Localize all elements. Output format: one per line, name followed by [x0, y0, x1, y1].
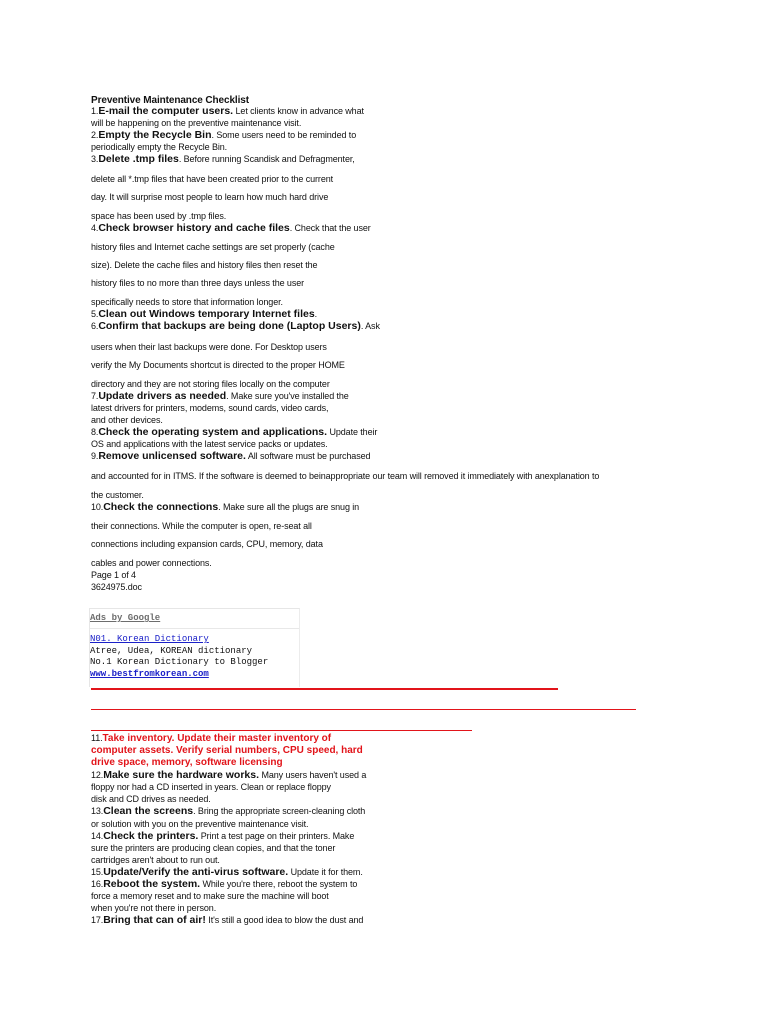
- checklist-line: [91, 770, 366, 781]
- item-number: 10.: [91, 502, 104, 512]
- checklist-line: [91, 915, 363, 926]
- item-text: periodically empty the Recycle Bin.: [91, 142, 228, 152]
- item-number: 1.: [91, 106, 99, 116]
- item-heading: Update drivers as needed: [98, 390, 227, 402]
- checklist-line: [91, 502, 359, 513]
- item-number: 15.: [91, 867, 104, 877]
- item-heading: Remove unlicensed software.: [98, 450, 246, 462]
- item-text: . Some users need to be reminded to: [211, 130, 357, 140]
- checklist-line: [91, 733, 331, 744]
- checklist-line: [91, 154, 355, 165]
- item-heading: Delete .tmp files: [98, 153, 179, 165]
- checklist-line: [91, 223, 371, 234]
- item-text: . Ask: [360, 321, 380, 331]
- document-title: Preventive Maintenance Checklist: [91, 95, 249, 106]
- item-number: 11.: [91, 733, 103, 743]
- checklist-line: [91, 321, 380, 332]
- item-heading: Confirm that backups are being done (Laptop Users): [98, 320, 361, 332]
- checklist-line: [91, 403, 328, 414]
- checklist-line: [91, 855, 220, 866]
- item-number: 4.: [91, 223, 99, 233]
- red-divider-2: [91, 709, 636, 710]
- ad-title-link[interactable]: N01. Korean Dictionary: [90, 634, 209, 644]
- checklist-line: [91, 211, 226, 222]
- item-number: 5.: [91, 309, 99, 319]
- checklist-line: [91, 192, 328, 203]
- item-text: All software must be purchased: [245, 451, 371, 461]
- item-text: Many users haven't used a: [259, 770, 367, 780]
- item-text: disk and CD drives as needed.: [91, 794, 211, 804]
- checklist-line: [91, 118, 301, 129]
- item-text: 3624975.doc: [91, 582, 142, 592]
- checklist-line: [91, 521, 312, 532]
- item-heading: Reboot the system.: [103, 878, 201, 890]
- checklist-line: [91, 142, 227, 153]
- item-number: 8.: [91, 427, 99, 437]
- item-heading: Clean the screens: [103, 805, 194, 817]
- item-heading: Make sure the hardware works.: [103, 769, 260, 781]
- checklist-line: [91, 831, 354, 842]
- red-divider-3: [91, 730, 472, 731]
- ads-by-google-box: [89, 608, 300, 687]
- item-text: cables and power connections.: [91, 558, 212, 568]
- ads-header-link[interactable]: Ads by Google: [90, 613, 161, 623]
- ad-text-line-1: Atree, Udea, KOREAN dictionary: [90, 646, 253, 656]
- item-text: directory and they are not storing files locally on the computer: [91, 379, 330, 389]
- item-heading: Check the printers.: [103, 830, 199, 842]
- item-number: 14.: [91, 831, 104, 841]
- item-text: force a memory reset and to make sure the machine will boot: [91, 891, 329, 901]
- item-number: 6.: [91, 321, 99, 331]
- checklist-line: [91, 297, 283, 308]
- item-text: . Before running Scandisk and Defragmenter,: [178, 154, 355, 164]
- checklist-line: [91, 745, 363, 756]
- checklist-line: [91, 490, 144, 501]
- item-text: users when their last backups were done. For Desktop users: [91, 342, 327, 352]
- item-text: sure the printers are producing clean copies, and that the toner: [91, 843, 336, 853]
- item-heading: Bring that can of air!: [103, 914, 206, 926]
- checklist-line: [91, 806, 365, 817]
- checklist-line: [91, 174, 333, 185]
- item-text: OS and applications with the latest service packs or updates.: [91, 439, 328, 449]
- item-number: 13.: [91, 806, 104, 816]
- item-text: the customer.: [91, 490, 144, 500]
- item-text: history files to no more than three days unless the user: [91, 278, 305, 288]
- item-heading-red: computer assets. Verify serial numbers, CPU speed, hard: [91, 745, 363, 756]
- checklist-line: [91, 867, 363, 878]
- item-text: . Bring the appropriate screen-cleaning cloth: [193, 806, 366, 816]
- item-text: Update it for them.: [288, 867, 363, 877]
- checklist-line: [91, 570, 136, 581]
- item-number: 7.: [91, 391, 99, 401]
- item-text: Print a test page on their printers. Make: [198, 831, 355, 841]
- checklist-line: [91, 891, 329, 902]
- item-heading: Clean out Windows temporary Internet files: [98, 308, 315, 320]
- ad-text-line-2: No.1 Korean Dictionary to Blogger: [90, 657, 269, 667]
- checklist-line: [91, 843, 335, 854]
- item-text: specifically needs to store that information longer.: [91, 297, 283, 307]
- item-number: 3.: [91, 154, 99, 164]
- item-text: their connections. While the computer is open, re-seat all: [91, 521, 312, 531]
- item-text: delete all *.tmp files that have been created prior to the current: [91, 174, 334, 184]
- ad-url-link[interactable]: www.bestfromkorean.com: [90, 669, 209, 679]
- item-text: and other devices.: [91, 415, 163, 425]
- checklist-line: [91, 471, 599, 482]
- item-number: 9.: [91, 451, 99, 461]
- checklist-line: [91, 439, 328, 450]
- checklist-line: [91, 242, 335, 253]
- item-text: connections including expansion cards, CPU, memory, data: [91, 539, 323, 549]
- checklist-line: [91, 819, 308, 830]
- item-heading-red: Take inventory. Update their master inventory of: [102, 733, 332, 744]
- checklist-line: [91, 130, 356, 141]
- item-heading: Check the operating system and applications.: [98, 426, 328, 438]
- item-number: 16.: [91, 879, 104, 889]
- item-text: verify the My Documents shortcut is directed to the proper HOME: [91, 360, 345, 370]
- item-text: latest drivers for printers, modems, sound cards, video cards,: [91, 403, 329, 413]
- item-text: size). Delete the cache files and history files then reset the: [91, 260, 318, 270]
- checklist-line: [91, 260, 317, 271]
- checklist-line: [91, 106, 364, 117]
- item-text: Page 1 of 4: [91, 570, 136, 580]
- item-text: will be happening on the preventive maintenance visit.: [91, 118, 302, 128]
- item-text: space has been used by .tmp files.: [91, 211, 227, 221]
- checklist-line: [91, 879, 357, 890]
- item-number: 12.: [91, 770, 104, 780]
- item-text: history files and Internet cache settings are set properly (cache: [91, 242, 335, 252]
- checklist-line: [91, 794, 211, 805]
- item-text: Let clients know in advance what: [233, 106, 364, 116]
- checklist-line: [91, 360, 345, 371]
- item-text: . Make sure all the plugs are snug in: [218, 502, 360, 512]
- red-divider-1: [91, 688, 558, 690]
- checklist-line: [91, 342, 327, 353]
- item-text: and accounted for in ITMS. If the software is deemed to beinappropriate our team will removed it immediately with anexplanation to: [91, 471, 600, 481]
- item-heading: Check the connections: [103, 501, 219, 513]
- checklist-line: [91, 415, 163, 426]
- item-number: 2.: [91, 130, 99, 140]
- checklist-line: [91, 757, 283, 768]
- checklist-line: [91, 539, 323, 550]
- item-text: when you're not there in person.: [91, 903, 217, 913]
- checklist-line: [91, 582, 142, 593]
- item-text: Update their: [327, 427, 378, 437]
- checklist-line: [91, 309, 317, 320]
- item-heading-red: drive space, memory, software licensing: [91, 757, 283, 768]
- checklist-line: [91, 379, 330, 390]
- item-text: day. It will surprise most people to learn how much hard drive: [91, 192, 329, 202]
- item-text: cartridges aren't about to run out.: [91, 855, 220, 865]
- checklist-line: [91, 451, 370, 462]
- checklist-line: [91, 558, 212, 569]
- item-text: floppy nor had a CD inserted in years. Clean or replace floppy: [91, 782, 331, 792]
- ads-divider: [90, 628, 299, 629]
- checklist-line: [91, 278, 304, 289]
- item-heading: Check browser history and cache files: [98, 222, 290, 234]
- item-text: or solution with you on the preventive maintenance visit.: [91, 819, 309, 829]
- item-text: It's still a good idea to blow the dust and: [205, 915, 364, 925]
- item-heading: Update/Verify the anti-virus software.: [103, 866, 289, 878]
- item-text: . Make sure you've installed the: [226, 391, 349, 401]
- item-heading: E-mail the computer users.: [98, 105, 234, 117]
- item-heading: Empty the Recycle Bin: [98, 129, 212, 141]
- item-number: 17.: [91, 915, 104, 925]
- item-text: While you're there, reboot the system to: [200, 879, 358, 889]
- checklist-line: [91, 427, 377, 438]
- checklist-line: [91, 391, 349, 402]
- item-text: . Check that the user: [289, 223, 371, 233]
- checklist-line: [91, 782, 331, 793]
- checklist-line: [91, 903, 216, 914]
- item-text: .: [314, 309, 318, 319]
